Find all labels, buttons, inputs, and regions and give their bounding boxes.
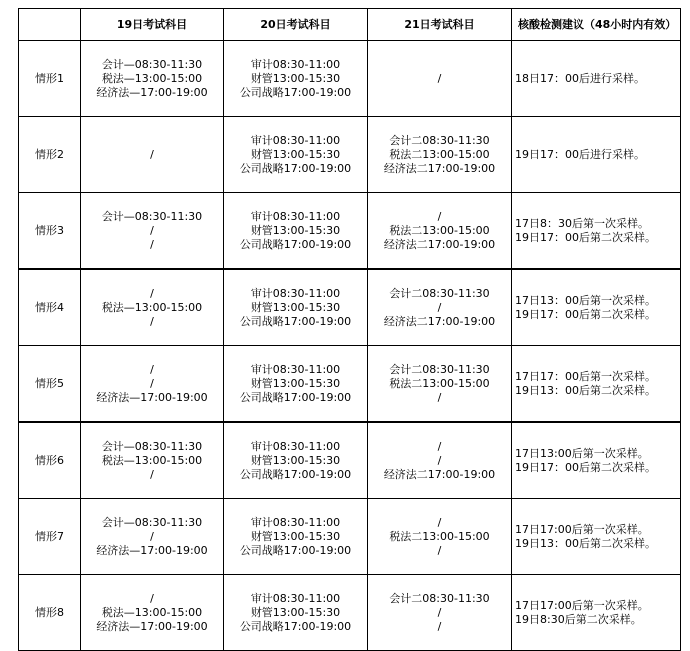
case-name-cell: 情形1 [19,41,81,117]
advice-line: 19日13：00后第二次采样。 [515,383,656,397]
exam-line: / [437,439,442,453]
case-name-cell: 情形6 [19,422,81,499]
day20-exam-cell [224,499,368,575]
exam-line: 审计08:30-11:00 [250,286,341,300]
exam-line: / [150,591,154,605]
exam-line: 公司战略17:00-19:00 [239,543,352,557]
case-name-cell: 情形2 [19,117,81,193]
exam-line: 会计二08:30-11:30 [389,133,490,147]
exam-line: 公司战略17:00-19:00 [239,314,352,328]
exam-line: 公司战略17:00-19:00 [239,619,352,633]
exam-line: 审计08:30-11:00 [250,439,341,453]
table-body [19,41,681,651]
exam-line: 会计二08:30-11:30 [389,591,490,605]
case-name-cell: 情形5 [19,346,81,423]
exam-line: 会计—08:30-11:30 [101,439,203,453]
exam-line: / [150,376,154,390]
exam-line: 审计08:30-11:00 [250,209,341,223]
exam-line: / [437,543,442,557]
exam-line: / [437,515,442,529]
exam-line: / [437,605,442,619]
exam-line: 会计—08:30-11:30 [101,209,203,223]
header-advice: 核酸检测建议（48小时内有效） [512,9,681,41]
advice-line: 17日13：00后第一次采样。 [515,293,656,307]
advice-line: 19日17：00后进行采样。 [515,147,645,161]
exam-line: 会计二08:30-11:30 [389,362,490,376]
table-row [19,41,681,117]
exam-line: 会计二08:30-11:30 [389,286,490,300]
exam-line: 财管13:00-15:30 [250,147,341,161]
exam-line: / [150,314,154,328]
advice-cell [512,575,681,651]
exam-line: 经济法—17:00-19:00 [96,543,208,557]
exam-line: 公司战略17:00-19:00 [239,237,352,251]
day19-exam-cell [81,422,224,499]
exam-line: / [150,362,154,376]
advice-line: 17日17：00后第一次采样。 [515,369,656,383]
day20-exam-cell [224,422,368,499]
table-row [19,499,681,575]
day21-exam-cell [368,269,512,346]
exam-line: 财管13:00-15:30 [250,605,341,619]
exam-line: 财管13:00-15:30 [250,529,341,543]
advice-line: 19日8:30后第二次采样。 [515,612,642,626]
table-row [19,346,681,423]
advice-cell [512,193,681,270]
day19-exam-cell [81,117,224,193]
exam-line: / [437,209,442,223]
case-name-cell: 情形7 [19,499,81,575]
exam-line: 公司战略17:00-19:00 [239,467,352,481]
advice-line: 19日17：00后第二次采样。 [515,307,656,321]
exam-line: / [150,223,154,237]
exam-line: 税法—13:00-15:00 [101,300,203,314]
advice-line: 19日17：00后第二次采样。 [515,230,656,244]
day19-exam-cell [81,269,224,346]
exam-line: 公司战略17:00-19:00 [239,85,352,99]
day21-exam-cell [368,575,512,651]
advice-line: 17日17:00后第一次采样。 [515,522,649,536]
exam-line: 审计08:30-11:00 [250,591,341,605]
exam-line: 税法二13:00-15:00 [389,147,490,161]
exam-line: 经济法二17:00-19:00 [383,314,496,328]
day21-exam-cell [368,41,512,117]
exam-line: 税法二13:00-15:00 [389,376,490,390]
exam-line: 会计—08:30-11:30 [101,57,203,71]
table-row [19,575,681,651]
exam-line: 经济法二17:00-19:00 [383,467,496,481]
advice-cell [512,41,681,117]
exam-line: 审计08:30-11:00 [250,515,341,529]
advice-line: 17日8：30后第一次采样。 [515,216,649,230]
exam-line: 审计08:30-11:00 [250,133,341,147]
header-day19: 19日考试科目 [81,9,224,41]
day21-exam-cell [368,346,512,423]
case-name-cell: 情形4 [19,269,81,346]
exam-line: 审计08:30-11:00 [250,362,341,376]
advice-line: 17日13:00后第一次采样。 [515,446,649,460]
exam-line: 公司战略17:00-19:00 [239,161,352,175]
exam-schedule-table [18,8,681,651]
exam-line: / [150,529,154,543]
day21-exam-cell [368,193,512,270]
advice-line: 17日17:00后第一次采样。 [515,598,649,612]
day19-exam-cell [81,41,224,117]
table-row [19,422,681,499]
exam-line: / [150,467,154,481]
case-name-cell: 情形8 [19,575,81,651]
exam-line: / [437,300,442,314]
day19-exam-cell [81,575,224,651]
day20-exam-cell [224,41,368,117]
exam-line: 审计08:30-11:00 [250,57,341,71]
header-day20: 20日考试科目 [224,9,368,41]
day21-exam-cell [368,422,512,499]
day20-exam-cell [224,346,368,423]
exam-line: / [150,237,154,251]
exam-line: / [437,390,442,404]
exam-line: 财管13:00-15:30 [250,376,341,390]
day20-exam-cell [224,575,368,651]
exam-line: 税法二13:00-15:00 [389,529,490,543]
table-row [19,117,681,193]
advice-cell [512,346,681,423]
table-row [19,193,681,270]
exam-line: 税法—13:00-15:00 [101,71,203,85]
exam-line: 财管13:00-15:30 [250,71,341,85]
day19-exam-cell [81,499,224,575]
advice-cell [512,499,681,575]
exam-line: 经济法二17:00-19:00 [383,161,496,175]
day20-exam-cell [224,117,368,193]
case-name-cell: 情形3 [19,193,81,270]
table-row [19,269,681,346]
day21-exam-cell [368,117,512,193]
advice-line: 19日13：00后第二次采样。 [515,536,656,550]
exam-line: 税法—13:00-15:00 [101,605,203,619]
exam-line: 财管13:00-15:30 [250,300,341,314]
header-row [19,9,681,41]
exam-line: 税法—13:00-15:00 [101,453,203,467]
exam-line: / [437,453,442,467]
advice-cell [512,422,681,499]
exam-line: 经济法—17:00-19:00 [96,85,208,99]
advice-cell [512,117,681,193]
day20-exam-cell [224,269,368,346]
advice-line: 18日17：00后进行采样。 [515,71,645,85]
header-case [19,9,81,41]
day19-exam-cell [81,193,224,270]
exam-line: 财管13:00-15:30 [250,223,341,237]
exam-line: / [150,286,154,300]
exam-line: 经济法—17:00-19:00 [96,390,208,404]
exam-line: / [437,71,442,85]
exam-line: 经济法二17:00-19:00 [383,237,496,251]
day20-exam-cell [224,193,368,270]
day19-exam-cell [81,346,224,423]
header-day21: 21日考试科目 [368,9,512,41]
exam-line: 会计—08:30-11:30 [101,515,203,529]
exam-line: / [437,619,442,633]
exam-line: / [150,147,154,161]
exam-line: 公司战略17:00-19:00 [239,390,352,404]
exam-line: 经济法—17:00-19:00 [96,619,208,633]
advice-cell [512,269,681,346]
exam-line: 财管13:00-15:30 [250,453,341,467]
exam-line: 税法二13:00-15:00 [389,223,490,237]
advice-line: 19日17：00后第二次采样。 [515,460,656,474]
day21-exam-cell [368,499,512,575]
